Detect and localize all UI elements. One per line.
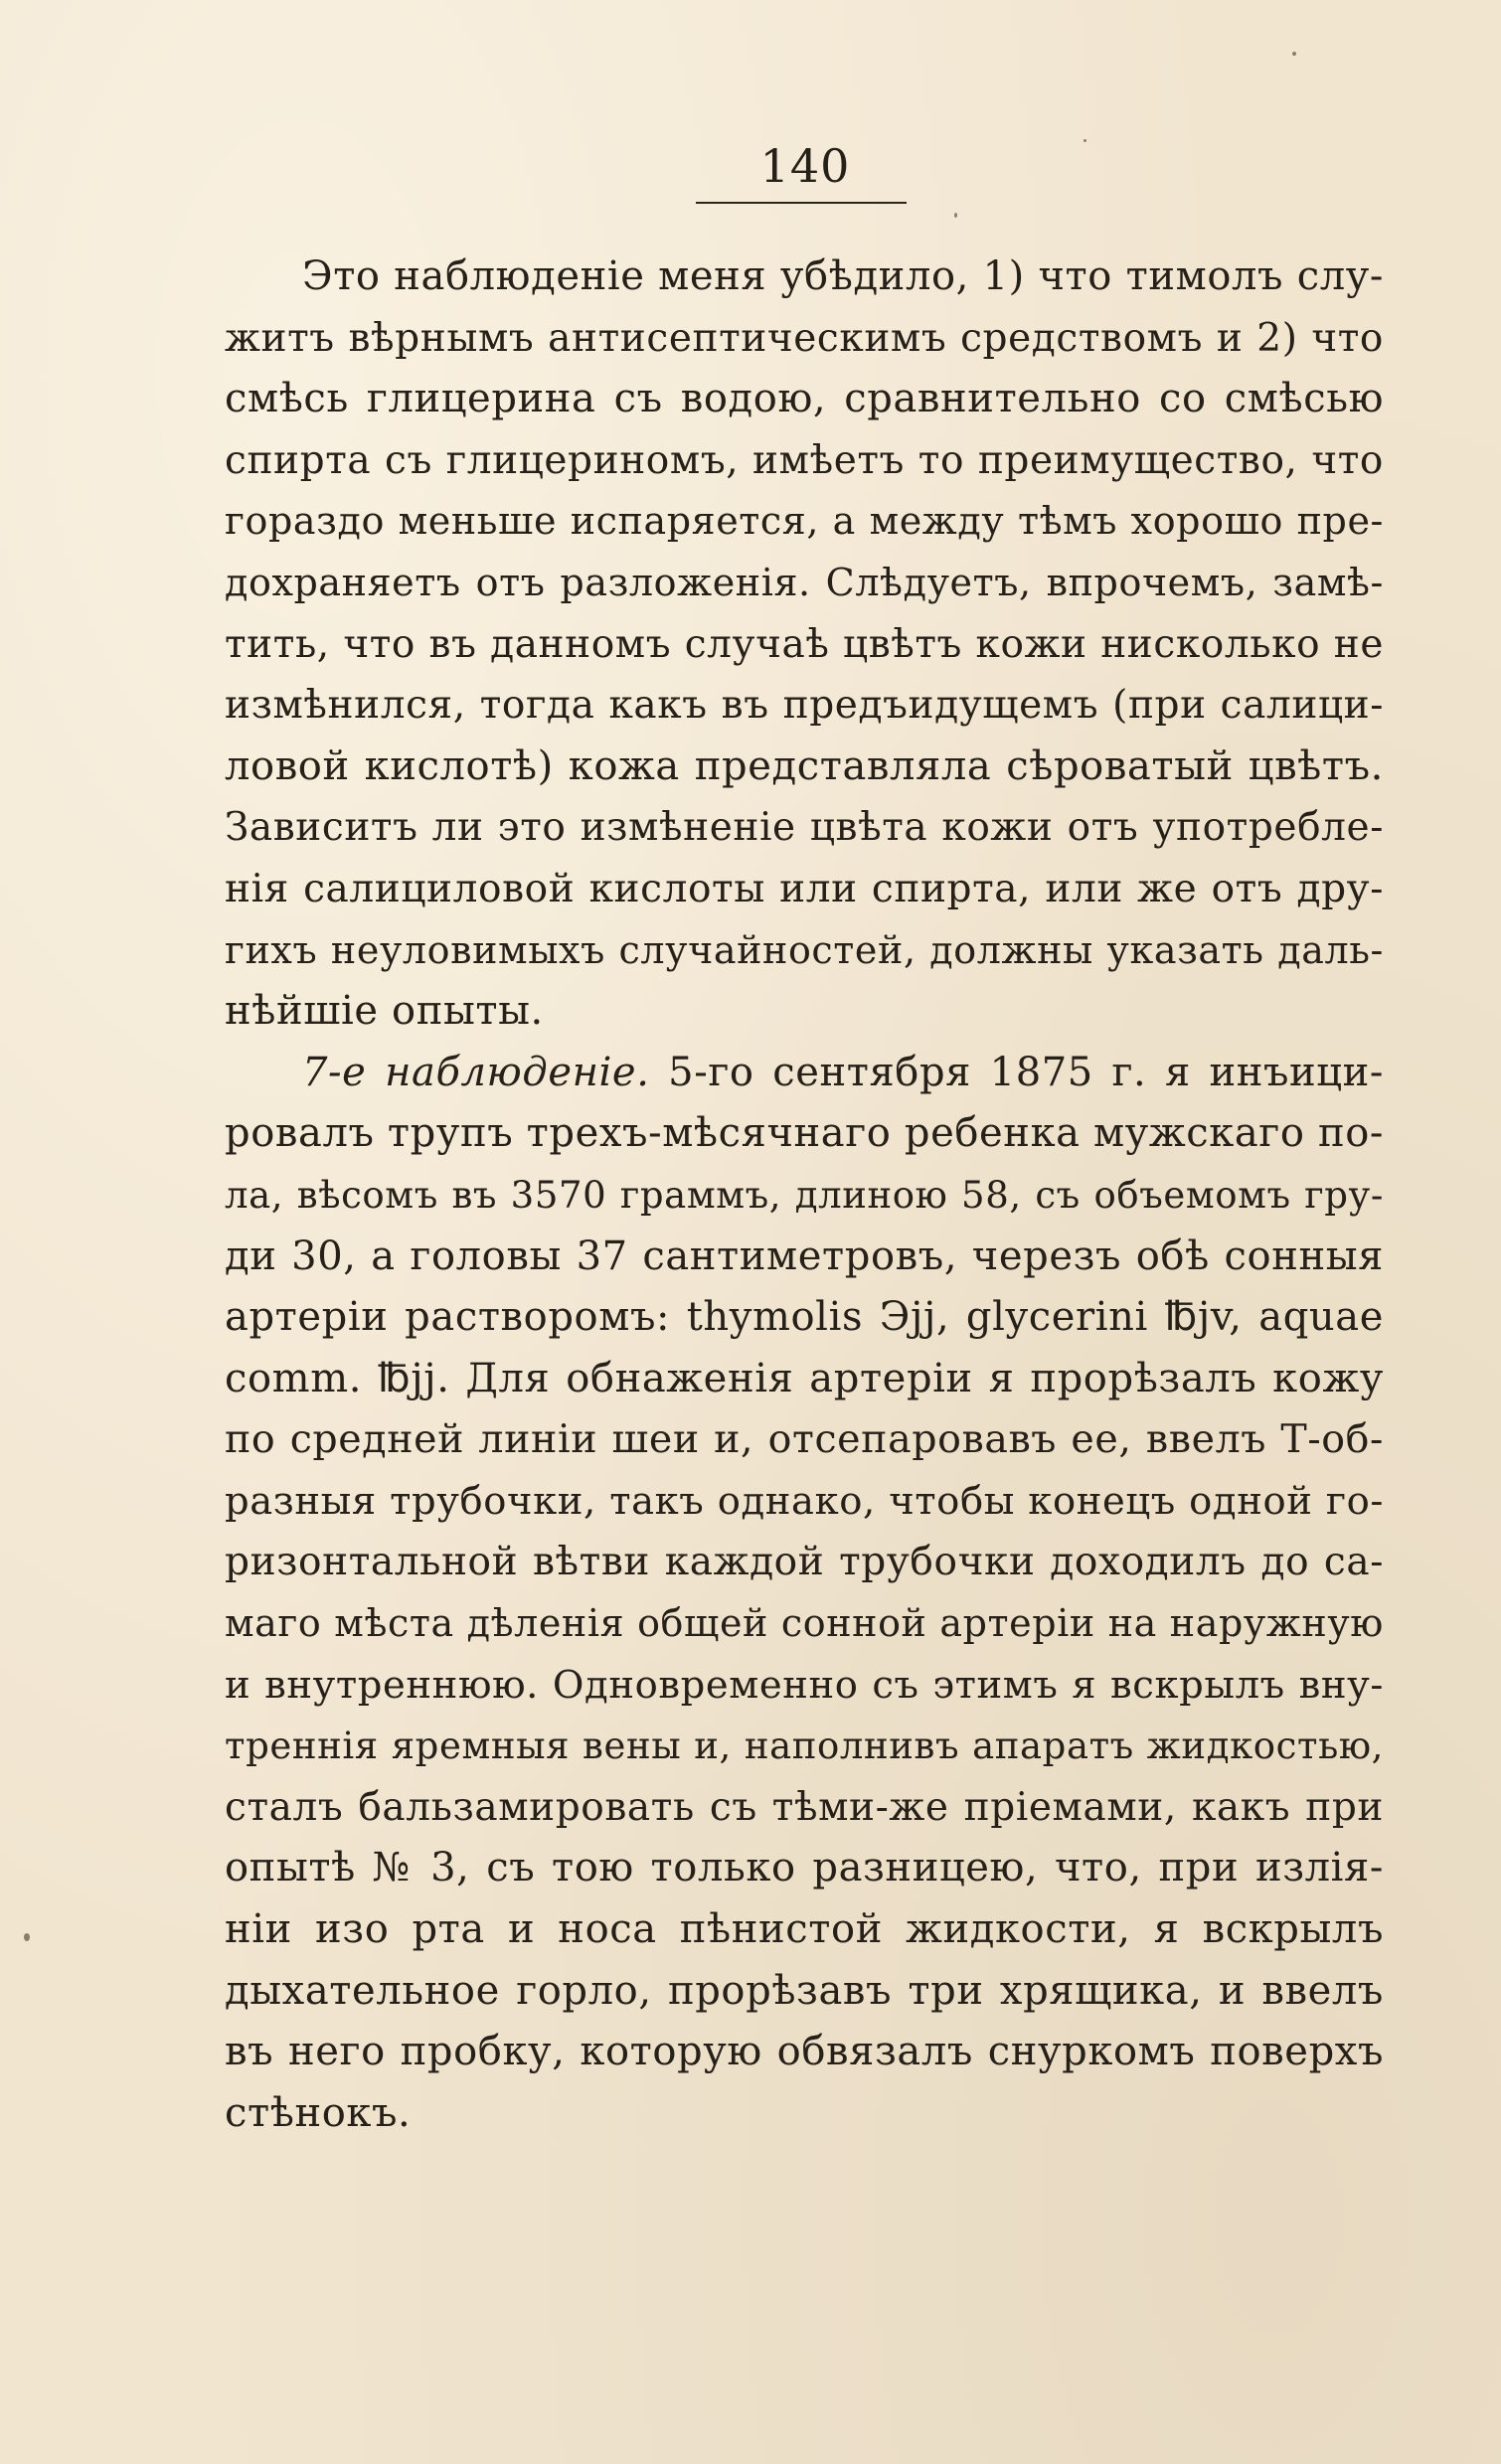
text-line: опытѣ № 3, съ тою только разницею, что, при излія-	[225, 1845, 1384, 1891]
text-line: и внутреннюю. Одновременно съ этимъ я вскрылъ вну-	[225, 1662, 1384, 1708]
text-line: ніи изо рта и носа пѣнистой жидкости, я вскрылъ	[225, 1906, 1384, 1953]
text-line: Зависитъ ли это измѣненіе цвѣта кожи отъ употребле-	[225, 805, 1384, 851]
text-line: смѣсь глицерина съ водою, сравнительно со смѣсью	[225, 376, 1384, 422]
text-line: въ него пробку, которую обвязалъ снуркомъ поверхъ	[225, 2029, 1384, 2075]
text-line: ровалъ трупъ трехъ-мѣсячнаго ребенка мужскаго по-	[225, 1110, 1384, 1157]
text-line: тить, что въ данномъ случаѣ цвѣтъ кожи нисколько не	[225, 621, 1384, 667]
paragraph	[225, 246, 1384, 1043]
text-line: ла, вѣсомъ въ 3570 граммъ, длиною 58, съ объемомъ гру-	[225, 1173, 1384, 1217]
text-line: стѣнокъ.	[225, 2089, 412, 2136]
text-line	[225, 1043, 1384, 1104]
text-line: comm. ℔jj. Для обнаженія артеріи я прорѣзалъ кожу	[225, 1355, 1384, 1401]
paper-speck	[954, 213, 957, 218]
text-line: житъ вѣрнымъ антисептическимъ средствомъ и 2) что	[225, 315, 1384, 361]
text-line: измѣнился, тогда какъ въ предъидущемъ (при салици-	[225, 683, 1384, 729]
text-line: треннія яремныя вены и, наполнивъ апаратъ жидкостью,	[225, 1725, 1384, 1768]
text-line: маго мѣста дѣленія общей сонной артеріи на наружную	[225, 1601, 1384, 1646]
text-line: гихъ неуловимыхъ случайностей, должны указать даль-	[225, 927, 1384, 972]
paper-speck	[24, 1933, 30, 1941]
text-line: ризонтальной вѣтви каждой трубочки доходилъ до са-	[225, 1540, 1384, 1585]
body-text	[225, 246, 1384, 2144]
text-line: по средней линіи шеи и, отсепаровавъ ее, ввелъ Т-об-	[225, 1416, 1384, 1463]
paper-speck	[1084, 139, 1086, 142]
paragraph	[225, 1043, 1384, 2145]
page-number: 140	[759, 139, 851, 193]
text-line: спирта съ глицериномъ, имѣетъ то преимущество, что	[225, 437, 1384, 483]
text-line: нія салициловой кислоты или спирта, или же отъ дру-	[225, 866, 1384, 911]
text-line: разныя трубочки, такъ однако, чтобы конецъ одной го-	[225, 1478, 1384, 1524]
text-line: ловой кислотѣ) кожа представляла сѣроватый цвѣтъ.	[225, 742, 1384, 789]
text-line: сталъ бальзамировать съ тѣми-же пріемами, какъ при	[225, 1784, 1384, 1830]
text-line: нѣйшіе опыты.	[225, 988, 544, 1035]
observation-heading: 7-е наблюденіе.	[302, 1049, 650, 1095]
text-line: артеріи растворомъ: thymolis Эjj, glycerini ℔jv, aquae	[225, 1294, 1384, 1341]
text-line: дохраняетъ отъ разложенія. Слѣдуетъ, впрочемъ, замѣ-	[225, 560, 1384, 604]
text-span: 5-го сентября 1875 г. я инъици-	[668, 1049, 1384, 1095]
text-line: ди 30, а головы 37 сантиметровъ, черезъ обѣ сонныя	[225, 1232, 1384, 1279]
text-line: гораздо меньше испаряется, а между тѣмъ хорошо пре-	[225, 499, 1384, 544]
text-line: дыхательное горло, прорѣзавъ три хрящика, и ввелъ	[225, 1967, 1384, 2014]
paper-speck	[1292, 52, 1296, 56]
text-line: Это наблюденіе меня убѣдило, 1) что тимолъ слу-	[302, 253, 1384, 299]
header-rule	[696, 202, 907, 204]
